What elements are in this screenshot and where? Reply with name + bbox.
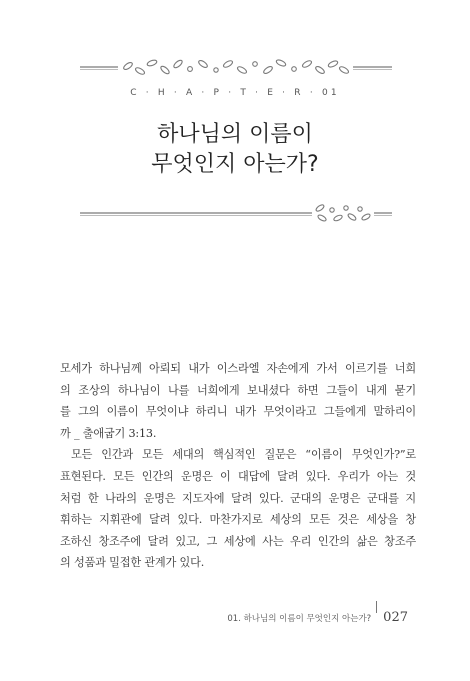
quote-line: 의 조상의 하나님이 나를 너희에게 보내셨다 하면 그들이 내게 묻기 [60, 383, 416, 397]
chapter-label: C · H · A · P · T · E · R · 01 [130, 88, 340, 98]
paragraph-line: 표현된다. 모든 인간의 운명은 이 대답에 달려 있다. 우리가 아는 것 [60, 469, 416, 483]
chapter-title [0, 120, 470, 180]
quote-line: 모세가 하나님께 아뢰되 내가 이스라엘 자손에게 가서 이르기를 너희 [60, 362, 416, 375]
quote-line: 를 그의 이름이 무엇이냐 하리니 내가 무엇이라고 그들에게 말하리이 [60, 405, 416, 419]
running-head: 01. 하나님의 이름이 무엇인지 아는가? [227, 614, 372, 624]
title-line: 무엇인지 아는가? [151, 152, 319, 177]
leaf-divider-icon [0, 52, 470, 82]
paragraph-line: 모든 인간과 모든 세대의 핵심적인 질문은 “이름이 무엇인가?”로 [71, 448, 416, 462]
quote-line: 까 _ 출애굽기 3:13. [60, 426, 157, 440]
title-line: 하나님의 이름이 [157, 122, 313, 147]
leaf-divider-icon [0, 198, 470, 228]
body-text [60, 358, 416, 574]
top-leaf-ornament [0, 52, 470, 82]
footer-divider [376, 601, 377, 613]
paragraph-line: 휘하는 지휘관에 달려 있다. 마찬가지로 세상의 모든 것은 세상을 창 [60, 513, 416, 527]
page-number: 027 [383, 610, 408, 625]
bottom-leaf-ornament [0, 198, 470, 228]
paragraph-line: 조하신 창조주에 달려 있고, 그 세상에 사는 우리 인간의 삶은 창조주 [60, 534, 416, 548]
paragraph-line: 의 성품과 밀접한 관계가 있다. [60, 556, 205, 570]
page-footer [227, 609, 408, 625]
paragraph-line: 처럼 한 나라의 운명은 지도자에 달려 있다. 군대의 운명은 군대를 지 [60, 491, 416, 505]
scripture-quote [60, 358, 416, 444]
paragraph [60, 444, 416, 574]
